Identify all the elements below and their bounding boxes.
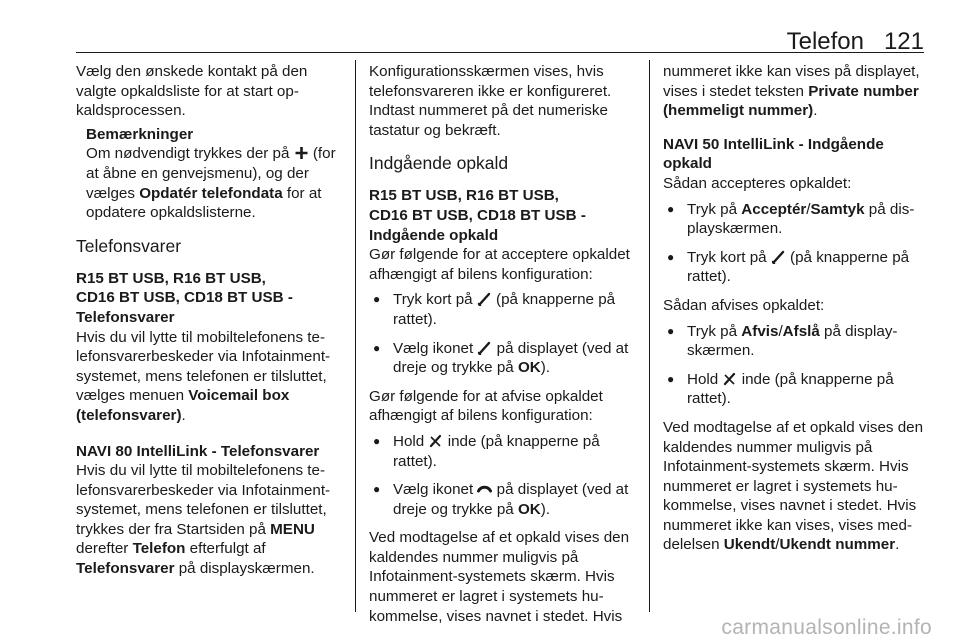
phone-end-icon <box>477 482 492 496</box>
list-item: ● Hold inde (på knapperne på rattet). <box>393 432 637 471</box>
paragraph: Ved modtagelse af et opkald vises den kaldendes nummer muligvis på Infotainment-systemets skærm. Hvis nummeret er lagret i systemets hukommelse, vises navnet i stedet. Hvis <box>369 529 630 625</box>
subheading: NAVI 50 IntelliLink - Indgående opkald <box>663 135 884 173</box>
note-title: Bemærkninger <box>86 125 194 143</box>
paragraph: Ved modtagelse af et opkald vises den kaldendes nummer muligvis på Infotainment-systemets skærm. Hvis nummeret er lagret i systemets hukommelse, vises navnet i stedet. Hvis nummeret ikke kan vises, vises meddelelsen Ukendt/Ukendt nummer. <box>663 418 924 554</box>
note-text: Om nødvendigt trykkes der på (for at åbne en genvejsmenu), og der vælges Opdatér telefondata for at opdatere opkaldslisterne. <box>86 145 336 222</box>
paragraph: Hvis du vil lytte til mobiltelefonens telefonsvarerbeskeder via Infotainment-systemet, mens telefonen er tilsluttet, trykkes der fra Startsiden på MENU derefter Telefon efterfulgt af Telefonsvarer på displayskærmen. <box>76 462 331 578</box>
bullet-list <box>663 322 929 409</box>
column-2 <box>369 62 637 630</box>
list-item: ● Tryk kort på (på knapperne på rattet). <box>393 290 637 329</box>
paragraph: nummeret ikke kan vises på displayet, vises i stedet teksten Private number (hemmeligt nummer). <box>663 63 920 120</box>
paragraph: Konfigurationsskærmen vises, hvis telefonsvareren ikke er konfigureret. Indtast nummeret på det numeriske tastatur og bekræft. <box>369 63 612 139</box>
column-3 <box>663 62 929 559</box>
column-1 <box>76 62 342 583</box>
list-item: ● Vælg ikonet på displayet (ved at dreje og trykke på OK). <box>393 339 637 378</box>
list-item: ● Tryk kort på (på knapperne på rattet). <box>687 248 929 287</box>
page-header <box>0 28 960 58</box>
subheading: R15 BT USB, R16 BT USB, CD16 BT USB, CD18 BT USB - Telefonsvarer <box>76 269 293 326</box>
phone-accept-icon <box>477 341 492 355</box>
plus-icon <box>294 146 309 160</box>
section-heading: Telefonsvarer <box>76 235 182 256</box>
subheading: NAVI 80 IntelliLink - Telefonsvarer <box>76 442 320 460</box>
phone-accept-icon <box>477 292 492 306</box>
page-number: 121 <box>883 28 924 55</box>
phone-accept-icon <box>771 250 786 264</box>
bullet-list <box>369 432 637 519</box>
paragraph: Gør følgende for at afvise opkaldet afhængigt af bilens konfiguration: <box>369 387 603 425</box>
subheading: R15 BT USB, R16 BT USB, CD16 BT USB, CD18 BT USB - Indgående opkald <box>369 187 586 244</box>
phone-hangup-icon <box>428 434 443 448</box>
header-rule <box>76 52 924 53</box>
chapter-title: Telefon <box>786 28 864 55</box>
paragraph: Hvis du vil lytte til mobiltelefonens telefonsvarerbeskeder via Infotainment-systemet, mens telefonen er tilsluttet, vælges menuen Voicemail box (telefonsvarer). <box>76 328 331 424</box>
note-box <box>76 125 342 223</box>
section-heading: Indgående opkald <box>369 153 509 174</box>
watermark: carmanualsonline.info <box>721 616 932 639</box>
bullet-list <box>663 200 929 287</box>
list-item: ● Tryk på Afvis/Afslå på displayskærmen. <box>687 322 929 361</box>
column-divider <box>355 60 356 612</box>
column-divider <box>649 60 650 612</box>
phone-hangup-icon <box>722 372 737 386</box>
paragraph: Gør følgende for at acceptere opkaldet afhængigt af bilens konfiguration: <box>369 246 630 283</box>
list-item: ● Vælg ikonet på displayet (ved at dreje og trykke på OK). <box>393 480 637 519</box>
paragraph: Sådan afvises opkaldet: <box>663 296 825 314</box>
list-item: ● Hold inde (på knapperne på rattet). <box>687 370 929 409</box>
paragraph: Vælg den ønskede kontakt på den valgte opkaldsliste for at start opkaldsprocessen. <box>76 63 308 120</box>
bullet-list <box>369 290 637 377</box>
paragraph: Sådan accepteres opkaldet: <box>663 174 852 192</box>
list-item: ● Tryk på Acceptér/Samtyk på displayskærmen. <box>687 200 929 239</box>
